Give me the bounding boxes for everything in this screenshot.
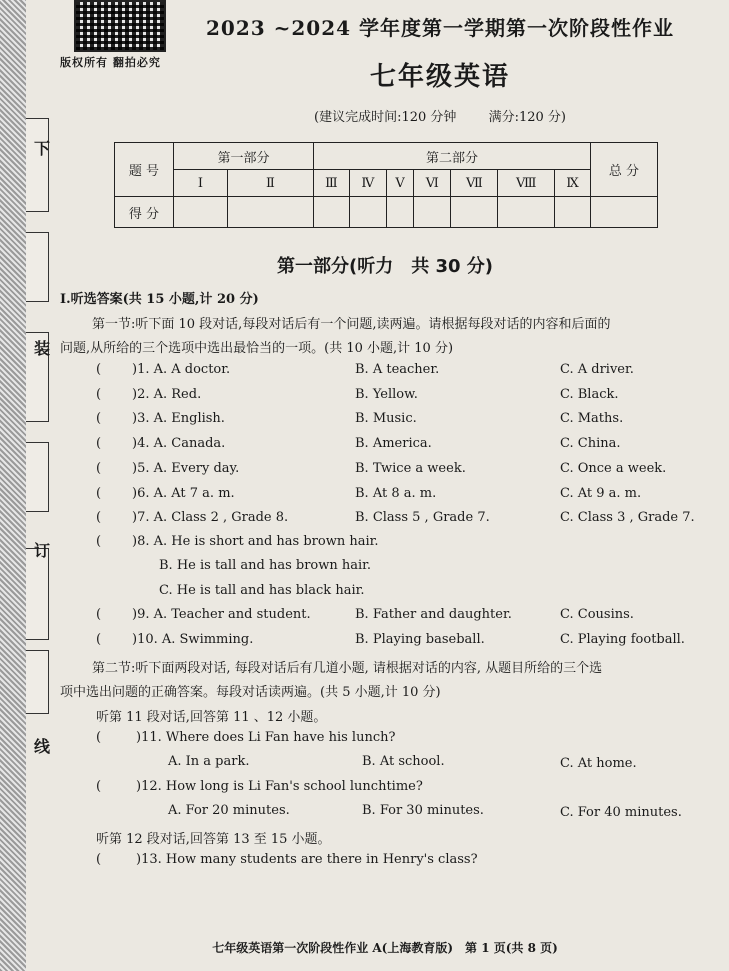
question-option-c: C. Class 3 , Grade 7. — [560, 510, 695, 525]
answer-paren[interactable]: ( — [96, 534, 102, 549]
score-cell[interactable] — [314, 197, 350, 228]
question-option-c: C. At home. — [560, 756, 637, 771]
part1-title: 第一部分(听力 共 30 分) — [276, 256, 494, 277]
answer-paren[interactable]: ( — [96, 632, 102, 647]
score-cell[interactable] — [591, 197, 658, 228]
answer-paren[interactable]: ( — [96, 730, 102, 745]
score-cell[interactable] — [498, 197, 555, 228]
question-option-c: C. Maths. — [560, 411, 624, 426]
row-label: 题 号 — [115, 143, 174, 197]
subject-title: 七年级英语 — [369, 62, 510, 92]
qr-code-icon — [74, 0, 166, 52]
question-option-c: C. At 9 a. m. — [560, 486, 642, 501]
answer-paren[interactable]: ( — [96, 461, 102, 476]
exam-meta — [170, 106, 710, 125]
question-option-b: B. Playing baseball. — [355, 632, 485, 647]
exam-title: 2023 ~2024 学年度第一学期第一次阶段性作业 — [205, 16, 674, 40]
binding-char: 线 — [34, 737, 51, 756]
instruction-line: 第一节:听下面 10 段对话,每段对话后有一个问题,读两遍。请根据每段对话的内容和后面的 — [92, 317, 611, 332]
question-option-a: )9. A. Teacher and student. — [132, 607, 311, 622]
roman-cell: Ⅶ — [451, 170, 498, 197]
page-footer: 七年级英语第一次阶段性作业 A(上海教育版) 第 1 页(共 8 页) — [212, 941, 558, 955]
question-option-a: )5. A. Every day. — [132, 461, 240, 476]
roman-cell: Ⅰ — [174, 170, 228, 197]
question-option-b: B. Twice a week. — [355, 461, 466, 476]
question-option-c: C. A driver. — [560, 362, 634, 377]
question-stem: )12. How long is Li Fan's school lunchtime? — [136, 779, 423, 794]
question-option-a: A. In a park. — [168, 754, 250, 769]
roman-cell: Ⅳ — [349, 170, 386, 197]
answer-paren[interactable]: ( — [96, 779, 102, 794]
question-option-b: B. Father and daughter. — [355, 607, 512, 622]
time-info: (建议完成时间:120 分钟 — [314, 110, 457, 125]
roman-cell: Ⅷ — [498, 170, 555, 197]
binding-box — [26, 650, 49, 714]
question-stem: )11. Where does Li Fan have his lunch? — [136, 730, 396, 745]
answer-paren[interactable]: ( — [96, 607, 102, 622]
instruction-line: 问题,从所给的三个选项中选出最恰当的一项。(共 10 小题,计 10 分) — [60, 341, 454, 356]
part2-header: 第二部分 — [314, 143, 591, 170]
score-table — [114, 142, 658, 228]
score-info: 满分:120 分) — [488, 110, 566, 125]
question-option-a: )1. A. A doctor. — [132, 362, 231, 377]
roman-cell: Ⅵ — [414, 170, 451, 197]
question-option-a: )7. A. Class 2 , Grade 8. — [132, 510, 289, 525]
section1-heading: Ⅰ.听选答案(共 15 小题,计 20 分) — [60, 292, 259, 307]
copyright-label: 版权所有 翻拍必究 — [60, 56, 161, 69]
binding-char: 订 — [34, 541, 51, 560]
binding-char: 下 — [34, 139, 51, 158]
score-cell[interactable] — [451, 197, 498, 228]
binding-box — [26, 442, 49, 512]
answer-paren[interactable]: ( — [96, 362, 102, 377]
binding-box — [26, 548, 49, 640]
question-option-c: C. Cousins. — [560, 607, 634, 622]
question-option-b: B. At 8 a. m. — [355, 486, 437, 501]
score-cell[interactable] — [349, 197, 386, 228]
binding-box — [26, 118, 49, 212]
question-option-c: C. For 40 minutes. — [560, 805, 682, 820]
binding-box — [26, 232, 49, 302]
total-header: 总 分 — [591, 143, 658, 197]
dialog-heading: 听第 12 段对话,回答第 13 至 15 小题。 — [96, 832, 331, 847]
score-cell[interactable] — [227, 197, 313, 228]
instruction-line: 第二节:听下面两段对话, 每段对话后有几道小题, 请根据对话的内容, 从题目所给的三个选 — [92, 661, 603, 676]
answer-paren[interactable]: ( — [96, 411, 102, 426]
question-option-c: C. Once a week. — [560, 461, 667, 476]
question-stem: )13. How many students are there in Henry's class? — [136, 852, 478, 867]
roman-cell: Ⅱ — [227, 170, 313, 197]
question-option-c: C. China. — [560, 436, 621, 451]
question-option-a: )4. A. Canada. — [132, 436, 226, 451]
question-option-a: )6. A. At 7 a. m. — [132, 486, 235, 501]
answer-paren[interactable]: ( — [96, 486, 102, 501]
question-option-a: A. For 20 minutes. — [168, 803, 290, 818]
instruction-line: 项中选出问题的正确答案。每段对话读两遍。(共 5 小题,计 10 分) — [60, 685, 441, 700]
answer-paren[interactable]: ( — [96, 510, 102, 525]
question-option-a: )3. A. English. — [132, 411, 225, 426]
roman-cell: Ⅴ — [386, 170, 413, 197]
left-edge-pattern — [0, 0, 26, 971]
roman-cell: Ⅸ — [555, 170, 591, 197]
question-option-b: B. For 30 minutes. — [362, 803, 484, 818]
question-option-c: C. Playing football. — [560, 632, 685, 647]
row-label: 得 分 — [115, 197, 174, 228]
score-cell[interactable] — [414, 197, 451, 228]
question-option-b: B. A teacher. — [355, 362, 440, 377]
question-option-b: B. America. — [355, 436, 432, 451]
binding-char: 装 — [34, 339, 51, 358]
question-option-b: B. At school. — [362, 754, 445, 769]
dialog-heading: 听第 11 段对话,回答第 11 、12 小题。 — [96, 710, 327, 725]
question-option-c: C. He is tall and has black hair. — [159, 583, 365, 598]
question-option-c: C. Black. — [560, 387, 619, 402]
question-option-b: B. He is tall and has brown hair. — [159, 558, 372, 573]
question-option-a: )10. A. Swimming. — [132, 632, 254, 647]
answer-paren[interactable]: ( — [96, 852, 102, 867]
score-cell[interactable] — [386, 197, 413, 228]
question-option-b: B. Music. — [355, 411, 417, 426]
score-cell[interactable] — [555, 197, 591, 228]
part1-header: 第一部分 — [174, 143, 314, 170]
question-option-a: )2. A. Red. — [132, 387, 202, 402]
answer-paren[interactable]: ( — [96, 436, 102, 451]
score-cell[interactable] — [174, 197, 228, 228]
roman-cell: Ⅲ — [314, 170, 350, 197]
question-option-a: )8. A. He is short and has brown hair. — [132, 534, 379, 549]
answer-paren[interactable]: ( — [96, 387, 102, 402]
question-option-b: B. Class 5 , Grade 7. — [355, 510, 490, 525]
question-option-b: B. Yellow. — [355, 387, 418, 402]
